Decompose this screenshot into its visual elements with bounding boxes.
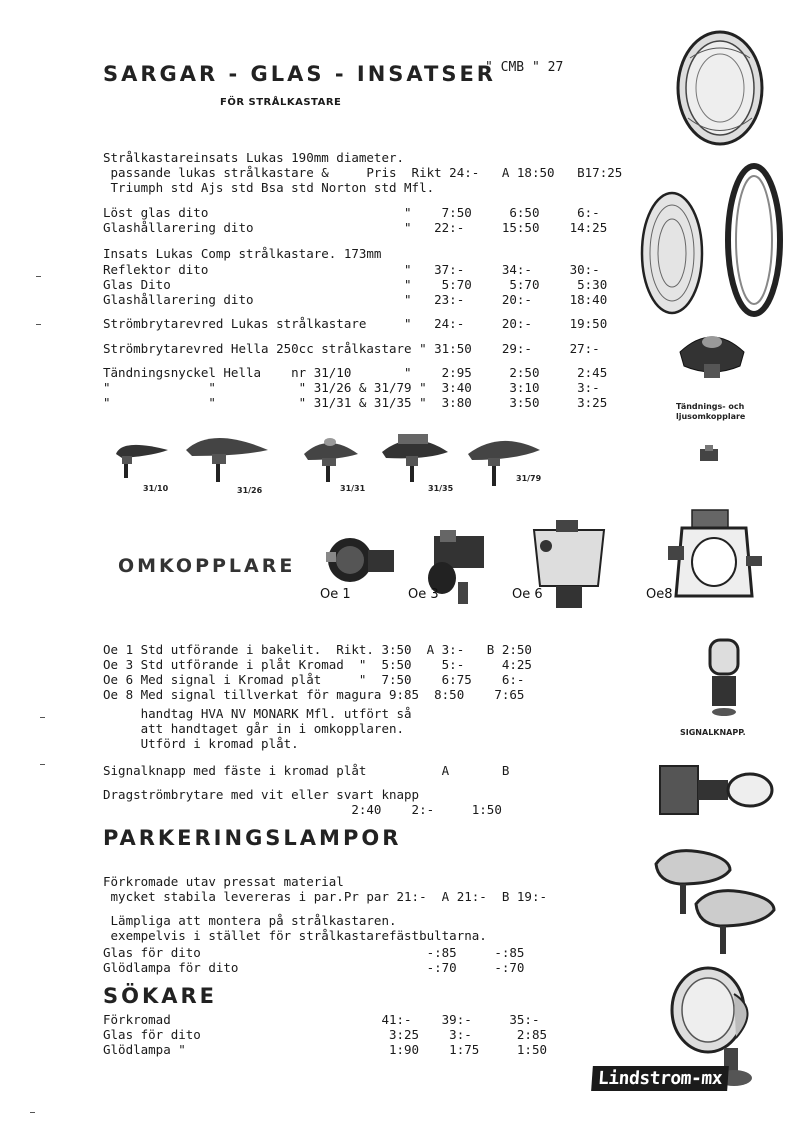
key-caption: 31/31	[340, 484, 366, 493]
insats-line: Glas Dito " 5:70 5:70 5:30	[103, 277, 608, 292]
insats-line: passande lukas strålkastare & Pris Rikt 24:- A 18:50 B17:25	[103, 165, 623, 180]
sokare-title: SÖKARE	[103, 984, 218, 1008]
omkopplare-line: Oe 1 Std utförande i bakelit. Rikt. 3:50 A 3:- B 2:50	[103, 642, 532, 657]
pull-switch-picture	[656, 758, 776, 824]
small-switch-picture	[696, 443, 724, 467]
omkopplare-title: OMKOPPLARE	[118, 555, 296, 577]
insats-line: Triumph std Ajs std Bsa std Norton std Mfl.	[103, 180, 435, 195]
margin-mark	[30, 1112, 35, 1113]
parkering-line: Glödlampa för dito -:70 -:70	[103, 960, 525, 975]
signal-caption: SIGNALKNAPP.	[680, 728, 746, 737]
key-picture-31-31	[298, 430, 364, 486]
parkering-line: exempelvis i stället för strålkastarefästbultarna.	[103, 928, 487, 943]
omkopplare-line: 2:40 2:- 1:50	[103, 802, 502, 817]
switch-picture-oe8	[664, 506, 764, 616]
omkopplare-line: handtag HVA NV MONARK Mfl. utfört så	[103, 706, 412, 721]
ignition-switch-picture	[672, 320, 752, 390]
insats-line: " " " 31/31 & 31/35 " 3:80 3:50 3:25	[103, 395, 608, 410]
margin-mark	[40, 717, 45, 718]
sokare-line: Glödlampa " 1:90 1:75 1:50	[103, 1042, 548, 1057]
sokare-line: Glas för dito 3:25 3:- 2:85	[103, 1027, 548, 1042]
key-picture-31-10	[112, 434, 172, 484]
parkering-line: Förkromade utav pressat material	[103, 874, 344, 889]
key-picture-31-35	[378, 426, 452, 486]
switch-picture-oe1	[322, 532, 400, 594]
omkopplare-line: Oe 8 Med signal tillverkat för magura 9:85 8:50 7:65	[103, 687, 525, 702]
insats-line: Strålkastareinsats Lukas 190mm diameter.	[103, 150, 405, 165]
sokare-line: Förkromad 41:- 39:- 35:-	[103, 1012, 540, 1027]
insats-line: Insats Lukas Comp strålkastare. 173mm	[103, 246, 382, 261]
page-title: SARGAR - GLAS - INSATSER	[103, 62, 496, 86]
insats-line: Strömbrytarevred Lukas strålkastare " 24:- 20:- 19:50	[103, 316, 608, 331]
signal-button-picture	[702, 632, 746, 718]
oe-label: Oe8	[646, 587, 673, 602]
oe-label: Oe 1	[320, 587, 351, 602]
omkopplare-line: Dragströmbrytare med vit eller svart knapp	[103, 787, 420, 802]
margin-mark	[36, 276, 41, 277]
key-picture-31-26	[182, 424, 272, 486]
switch-caption: Tändnings- och ljusomkopplare	[676, 402, 746, 421]
margin-mark	[36, 324, 41, 325]
page-subtitle: FÖR STRÅLKASTARE	[220, 97, 342, 108]
headlamp-ring-picture	[722, 160, 786, 320]
parkering-line: mycket stabila levereras i par.Pr par 21:- A 21:- B 19:-	[103, 889, 548, 904]
omkopplare-line: Signalknapp med fäste i kromad plåt A B	[103, 763, 510, 778]
insats-line: Löst glas dito " 7:50 6:50 6:-	[103, 205, 600, 220]
omkopplare-line: Oe 6 Med signal i Kromad plåt " 7:50 6:75 6:-	[103, 672, 525, 687]
headlamp-insert-picture	[660, 28, 770, 158]
oe-label: Oe 6	[512, 587, 543, 602]
insats-line: " " " 31/26 & 31/79 " 3:40 3:10 3:-	[103, 380, 600, 395]
key-caption: 31/79	[516, 474, 542, 483]
insats-line: Reflektor dito " 37:- 34:- 30:-	[103, 262, 600, 277]
headlamp-glass-picture	[636, 188, 708, 318]
omkopplare-line: att handtaget går in i omkopplaren.	[103, 721, 405, 736]
parkering-line: Lämpliga att montera på strålkastaren.	[103, 913, 397, 928]
key-caption: 31/26	[237, 486, 263, 495]
insats-line: Glashållarering dito " 22:- 15:50 14:25	[103, 220, 608, 235]
omkopplare-line: Utförd i kromad plåt.	[103, 736, 299, 751]
omkopplare-line: Oe 3 Std utförande i plåt Kromad " 5:50 5:- 4:25	[103, 657, 532, 672]
insats-line: Glashållarering dito " 23:- 20:- 18:40	[103, 292, 608, 307]
key-caption: 31/35	[428, 484, 454, 493]
insats-line: Strömbrytarevred Hella 250cc strålkastare " 31:50 29:- 27:-	[103, 341, 600, 356]
watermark-logo: Lindstrom-mx	[591, 1066, 729, 1091]
margin-mark	[40, 764, 45, 765]
insats-line: Tändningsnyckel Hella nr 31/10 " 2:95 2:50 2:45	[103, 365, 608, 380]
parkering-title: PARKERINGSLAMPOR	[103, 826, 402, 850]
catalog-code: " CMB " 27	[485, 60, 564, 75]
key-caption: 31/10	[143, 484, 169, 493]
oe-label: Oe 3	[408, 587, 439, 602]
parking-lamp-picture	[650, 838, 780, 958]
parkering-line: Glas för dito -:85 -:85	[103, 945, 525, 960]
